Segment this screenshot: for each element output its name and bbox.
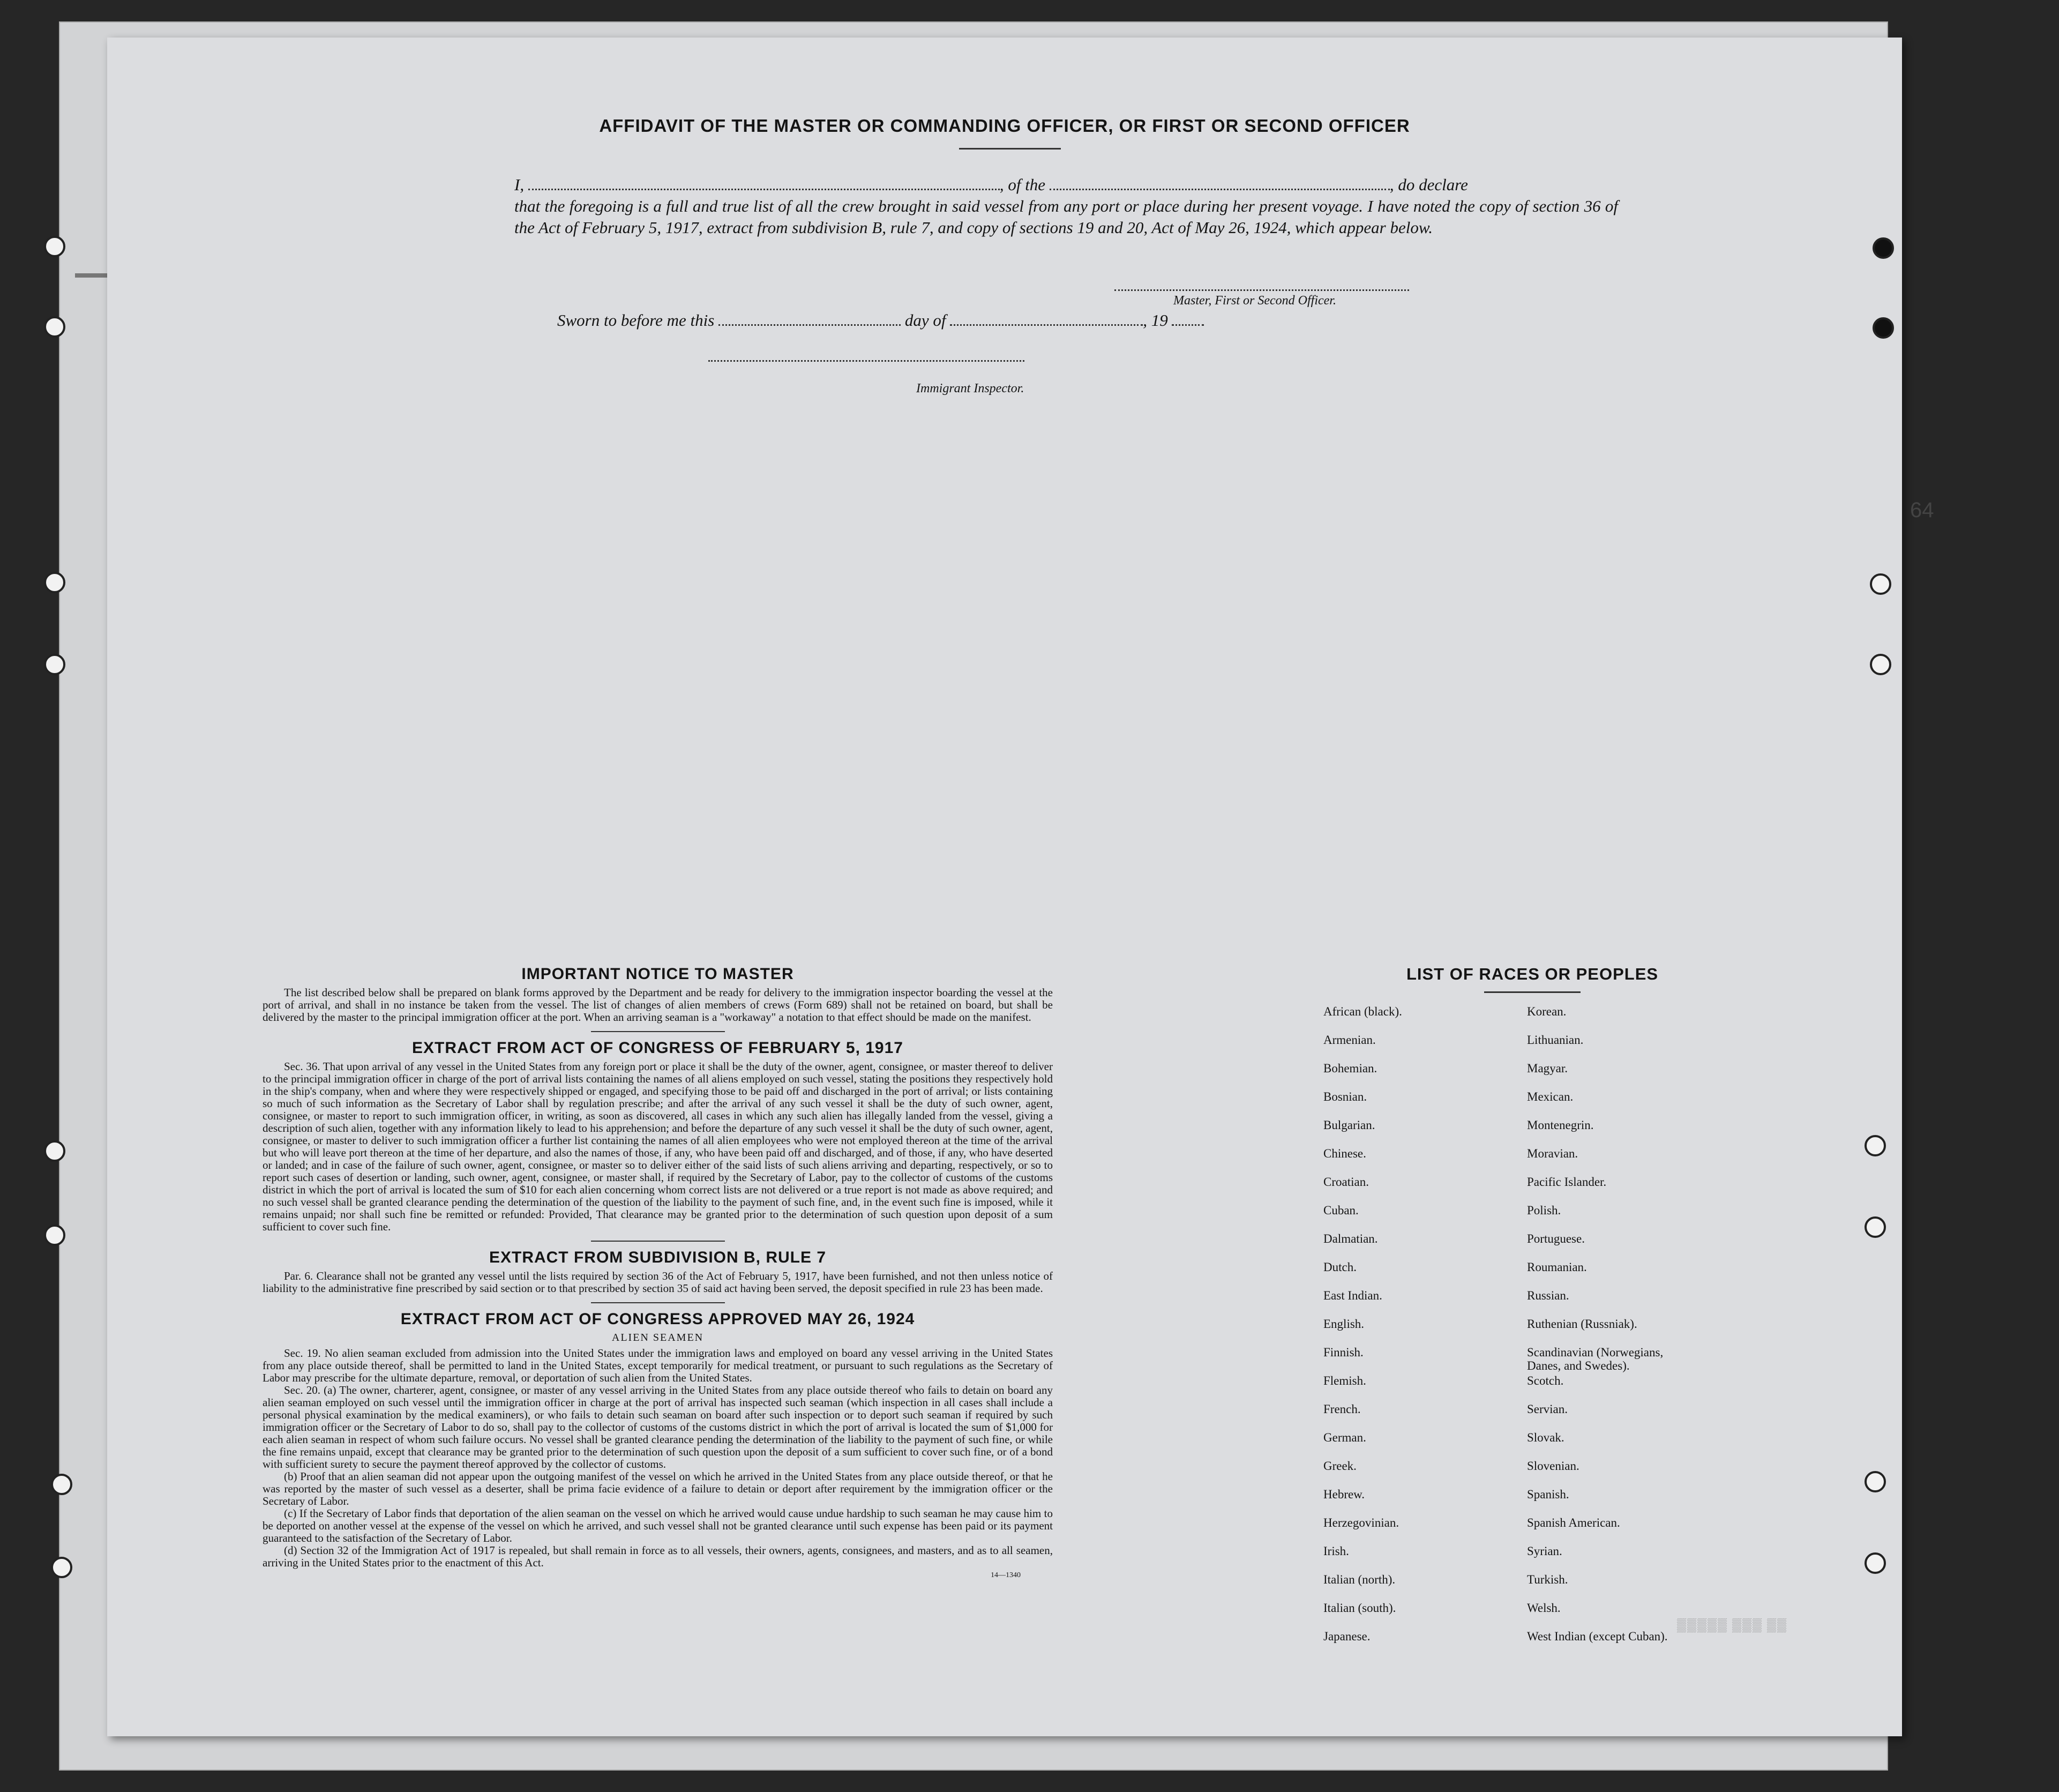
sworn-day-of-label: day of (904, 311, 946, 330)
faint-stamp: ▒▒▒▒▒ ▒▒▒ ▒▒ (1677, 1618, 1788, 1632)
race-item: Mexican. (1527, 1090, 1574, 1103)
race-item: Slovenian. (1527, 1459, 1579, 1473)
race-item: Dutch. (1323, 1260, 1357, 1274)
affidavit-declare-label: , do declare (1389, 175, 1468, 194)
race-item: Italian (south). (1323, 1601, 1396, 1615)
section-divider (591, 1241, 725, 1242)
sworn-statement (557, 311, 1204, 330)
rule7-text: Par. 6. Clearance shall not be granted any vessel until the lists required by section 36 of the Act of February 5, 1917, have been furnished, and not then unless notice of liability to the administrative fine prescribed by said section or to that prescribed by section 35 of said act having been served, the deposit specified in rule 23 has been made. (263, 1270, 1053, 1295)
extract-1917-title: EXTRACT FROM ACT OF CONGRESS OF FEBRUARY 5, 1917 (412, 1039, 903, 1057)
sec19-text: Sec. 19. No alien seaman excluded from admission into the United States under the immigration laws and employed on board any vessel arriving in the United States from any place outside thereof, shall be permitted to land in the United States, except temporarily for medical treatment, or pursuant to such regulations as the Secretary of Labor may prescribe for the ultimate departure, removal, or deportation of such alien from the United States. (263, 1347, 1053, 1384)
race-item: Montenegrin. (1527, 1118, 1594, 1132)
races-column (1323, 965, 1741, 1658)
sec20b-text: (b) Proof that an alien seaman did not appear upon the outgoing manifest of the vessel on which he arrived in the United States from any place outside thereof, or that he was reported by the master of such vessel as a deserter, shall be prima facie evidence of a failure to detain or deport after requirement by the immigration officer or the Secretary of Labor. (263, 1470, 1053, 1507)
officer-name-field[interactable] (528, 176, 1000, 190)
race-item: French. (1323, 1402, 1361, 1416)
races-list (1323, 1005, 1741, 1658)
binder-hole (44, 1224, 65, 1246)
affidavit-body (514, 174, 1618, 238)
master-signature-line[interactable] (1114, 289, 1409, 291)
race-item: Russian. (1527, 1289, 1569, 1302)
extract-1924-title: EXTRACT FROM ACT OF CONGRESS APPROVED MAY 26, 1924 (400, 1310, 915, 1328)
binder-hole (44, 572, 65, 593)
race-item: Spanish American. (1527, 1516, 1620, 1529)
races-title: LIST OF RACES OR PEOPLES (1406, 965, 1659, 983)
race-item: East Indian. (1323, 1289, 1382, 1302)
race-item: Spanish. (1527, 1488, 1569, 1501)
race-item: Hebrew. (1323, 1488, 1365, 1501)
race-item: Portuguese. (1527, 1232, 1585, 1245)
race-item: Scandinavian (Norwegians, Danes, and Swedes). (1527, 1346, 1664, 1372)
inspector-signature-label: Immigrant Inspector. (916, 382, 1024, 395)
section-divider (591, 1031, 725, 1032)
binder-hole (1865, 1135, 1886, 1156)
binder-hole (51, 1474, 72, 1495)
race-item: Greek. (1323, 1459, 1357, 1473)
race-item: Irish. (1323, 1544, 1349, 1558)
race-item: Cuban. (1323, 1204, 1359, 1217)
inspector-signature-line[interactable] (708, 360, 1024, 362)
binder-hole (1870, 654, 1891, 675)
race-item: Syrian. (1527, 1544, 1562, 1558)
race-item: Bosnian. (1323, 1090, 1367, 1103)
race-item: Dalmatian. (1323, 1232, 1378, 1245)
race-item: Servian. (1527, 1402, 1568, 1416)
race-item: Moravian. (1527, 1147, 1578, 1160)
race-item: German. (1323, 1431, 1366, 1444)
race-item: Bohemian. (1323, 1062, 1377, 1075)
race-item: English. (1323, 1317, 1365, 1331)
binder-hole (1865, 1471, 1886, 1492)
race-item: Polish. (1527, 1204, 1561, 1217)
race-item: Roumanian. (1527, 1260, 1587, 1274)
sworn-year-field[interactable] (1172, 311, 1204, 326)
race-item: Korean. (1527, 1005, 1567, 1018)
affidavit-of-the-label: , of the (999, 175, 1046, 194)
binder-hole (1865, 1552, 1886, 1574)
binder-hole (44, 236, 65, 257)
race-item: Ruthenian (Russniak). (1527, 1317, 1637, 1331)
races-title-rule (1484, 991, 1581, 993)
rule7-title: EXTRACT FROM SUBDIVISION B, RULE 7 (489, 1249, 827, 1266)
binder-hole (51, 1557, 72, 1578)
race-item: Welsh. (1527, 1601, 1561, 1615)
race-item: Chinese. (1323, 1147, 1366, 1160)
affidavit-title: AFFIDAVIT OF THE MASTER OR COMMANDING OFFICER, OR FIRST OR SECOND OFFICER (599, 116, 1410, 136)
sworn-label: Sworn to before me this (557, 311, 715, 330)
binder-hole (44, 1140, 65, 1162)
race-item: Japanese. (1323, 1630, 1371, 1643)
form-number: 14—1340 (991, 1571, 1021, 1579)
vessel-name-field[interactable] (1050, 176, 1390, 190)
affidavit-declaration-line (514, 174, 1618, 196)
race-item: Slovak. (1527, 1431, 1564, 1444)
race-item: Croatian. (1323, 1175, 1369, 1189)
race-item: Finnish. (1323, 1346, 1364, 1359)
affidavit-statement: that the foregoing is a full and true list of all the crew brought in said vessel from any port or place during her present voyage. I have noted the copy of section 36 of the Act of February 5, 1917, extract from subdivision B, rule 7, and copy of sections 19 and 20, Act of May 26, 1924, which appear below. (514, 197, 1618, 237)
race-item: West Indian (except Cuban). (1527, 1630, 1668, 1643)
race-item: Turkish. (1527, 1573, 1568, 1586)
binder-hole (44, 654, 65, 675)
race-item: Armenian. (1323, 1033, 1376, 1047)
alien-seamen-subtitle: ALIEN SEAMEN (611, 1332, 704, 1343)
notice-text: The list described below shall be prepared on blank forms approved by the Department and be ready for delivery to the immigration inspector boarding the vessel at the port of arrival, and shall in no instance be taken from the vessel. The list of changes of alien members of crews (Form 689) shall not be retained on board, but shall be delivered by the master to the principal immigration officer at the port. When an arriving seaman is a "workaway" a notation to that effect should be made on the manifest. (263, 986, 1053, 1024)
race-item: Pacific Islander. (1527, 1175, 1607, 1189)
race-item: Flemish. (1323, 1374, 1366, 1387)
notice-column (263, 965, 1053, 1581)
binder-hole (1873, 317, 1894, 339)
section-divider (591, 1302, 725, 1303)
affidavit-title-rule (959, 148, 1061, 150)
manifest-sheet (107, 38, 1902, 1736)
sworn-month-field[interactable] (950, 311, 1143, 326)
binder-hole (1865, 1216, 1886, 1238)
binder-hole (44, 316, 65, 338)
race-item: Scotch. (1527, 1374, 1564, 1387)
sworn-year-label: , 19 (1143, 311, 1168, 330)
sec20d-text: (d) Section 32 of the Immigration Act of 1917 is repealed, but shall remain in force as to all vessels, their owners, agents, consignees, and masters, and as to all seamen, arriving in the United States prior to the enactment of this Act. (263, 1544, 1053, 1569)
extract-1917-text: Sec. 36. That upon arrival of any vessel in the United States from any foreign port or place it shall be the duty of the owner, agent, consignee, or master thereof to deliver to the principal immigration officer in charge of the port of arrival lists containing the names of all aliens employed on such vessel, stating the positions they respectively hold in the ship's company, when and where they were respectively shipped or engaged, and specifying those to be paid off and discharged in the port of arrival; or lists containing so much of such information as the Secretary of Labor shall by regulation prescribe; and after the arrival of any such vessel it shall be the duty of such owner, agent, consignee, or master to report to such immigration officer, in writing, as soon as discovered, all cases in which any such alien has illegally landed from the vessel, giving a description of such alien, together with any information likely to lead to his apprehension; and before the departure of any such vessel it shall be the duty of such owner, agent, consignee, or master to deliver to such immigration officer a further list containing the names of all alien employees who were not employed thereon at the time of the arrival but who will leave port thereon at the time of her departure, and also the names of those, if any, who have been paid off and discharged, and of those, if any, who have deserted or landed; and in case of the failure of such owner, agent, consignee, or master so to deliver either of the said lists of such aliens arriving and departing, respectively, or so to report such cases of desertion or landing, such owner, agent, consignee, or master shall, if required by the Secretary of Labor, pay to the collector of customs of the customs district in which the port of arrival is located the sum of $10 for each alien concerning whom correct lists are not delivered or a true report is not made as above required; and no such vessel shall be granted clearance pending the determination of the question of the liability to the payment of such fine, and, in the event such fine is imposed, while it remains unpaid; nor shall such fine be remitted or refunded: Provided, That clearance may be granted prior to the determination of such question upon deposit of a sum sufficient to cover such fine. (263, 1060, 1053, 1233)
race-item: Herzegovinian. (1323, 1516, 1399, 1529)
sec20a-text: Sec. 20. (a) The owner, charterer, agent, consignee, or master of any vessel arriving in the United States from any place outside thereof who fails to detain on board any alien seaman employed on such vessel until the immigration officer in charge at the port of arrival has inspected such seaman (which inspection in all cases shall include a personal physical examination by the medical examiners), or who fails to detain such seaman on board after such inspection or to deport such seaman if required by such immigration officer or the Secretary of Labor to do so, shall pay to the collector of customs of the customs district in which the port of arrival is located the sum of $1,000 for each alien seaman in respect of whom such failure occurs. No vessel shall be granted clearance pending the determination of the liability to the payment of such fine, or while the fine remains unpaid, except that clearance may be granted prior to the determination of such question upon the deposit of a sum sufficient to cover such fine, or of a bond with sufficient surety to secure the payment thereof approved by the collector of customs. (263, 1384, 1053, 1470)
margin-page-number: 64 (1910, 498, 1934, 522)
binder-hole (1873, 237, 1894, 259)
notice-title: IMPORTANT NOTICE TO MASTER (521, 965, 794, 983)
race-item: African (black). (1323, 1005, 1402, 1018)
affidavit-i-label: I, (514, 175, 525, 194)
master-signature-label: Master, First or Second Officer. (1173, 294, 1336, 308)
binder-hole (1870, 573, 1891, 595)
race-item: Lithuanian. (1527, 1033, 1584, 1047)
race-item: Italian (north). (1323, 1573, 1396, 1586)
sec20c-text: (c) If the Secretary of Labor finds that deportation of the alien seaman on the vessel on which he arrived would cause undue hardship to such seaman he may cause him to be deported on another vessel at the expense of the vessel on which he arrived, and such vessel shall not be granted clearance until such expense has been paid or its payment guaranteed to the satisfaction of the Secretary of Labor. (263, 1507, 1053, 1544)
race-item: Bulgarian. (1323, 1118, 1375, 1132)
race-item: Magyar. (1527, 1062, 1568, 1075)
sworn-day-field[interactable] (718, 311, 901, 326)
